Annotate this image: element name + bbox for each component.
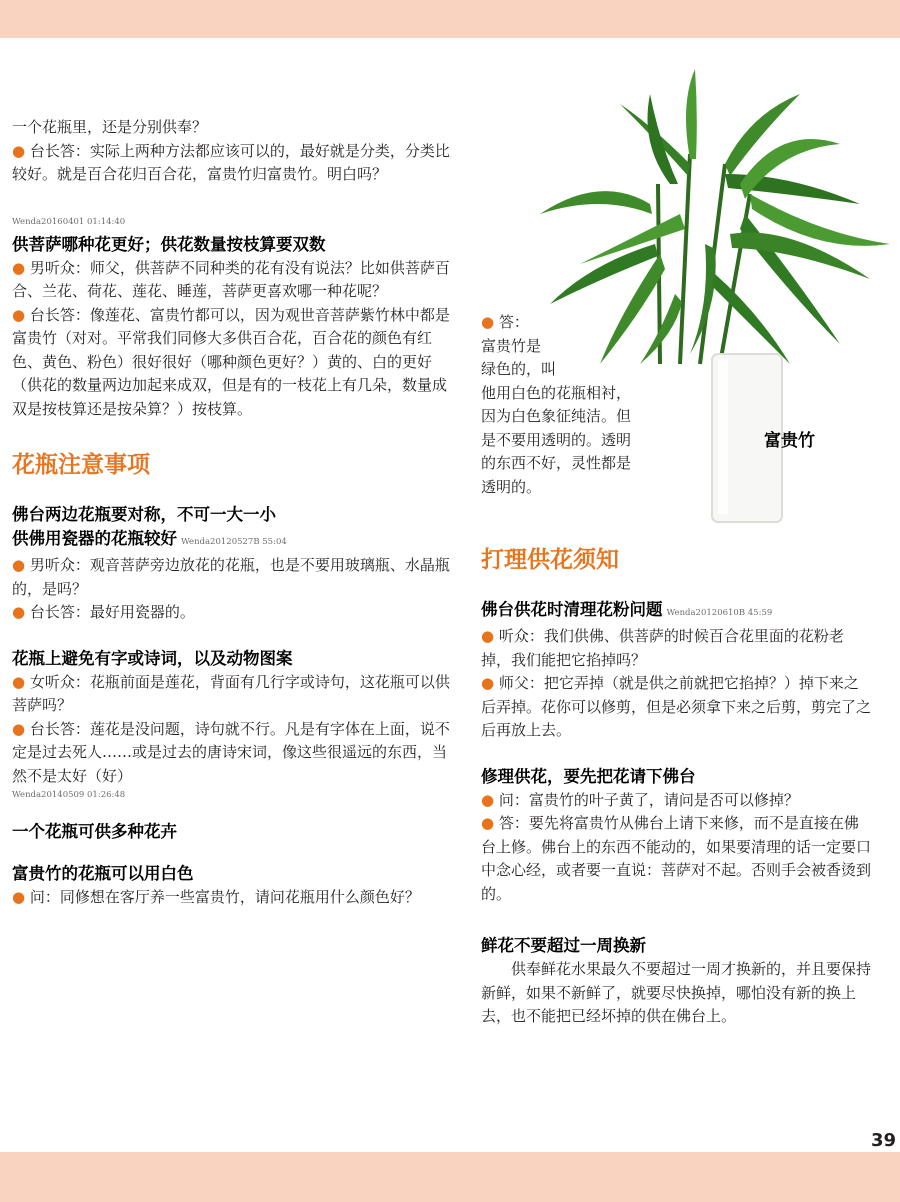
page-number: 39 bbox=[870, 1130, 896, 1151]
bullet-icon: ● bbox=[12, 672, 26, 691]
paragraph: ● 台长答：最好用瓷器的。 bbox=[12, 603, 195, 621]
paragraph: ● 男听众：师父，供菩萨不同种类的花有没有说法？比如供菩萨百合、兰花、荷花、莲花、睡莲，菩萨更喜欢哪一种花呢？ bbox=[12, 258, 450, 300]
answer-line: 的东西不好，灵性都是 bbox=[481, 454, 632, 472]
bullet-icon: ● bbox=[481, 313, 495, 331]
paragraph: ● 师父：把它弄掉（就是供之前就把它掐掉？）掉下来之后弄掉。花你可以修剪，但是必须拿下来之后剪，剪完了之后再放上去。 bbox=[481, 674, 872, 739]
question-title: 佛台供花时清理花粉问题 Wenda20120610B 45:59 bbox=[481, 600, 773, 619]
answer-line: 富贵竹是 bbox=[481, 336, 542, 355]
paragraph: 供奉鲜花水果最久不要超过一周才换新的，并且要保持新鲜，如果不新鲜了，就要尽快换掉，哪怕没有新的换上去，也不能把已经坏掉的供在佛台上。 bbox=[481, 960, 872, 1025]
bullet-icon: ● bbox=[481, 790, 495, 809]
question-title: 供菩萨哪种花更好；供花数量按枝算要双数 bbox=[12, 234, 326, 254]
answer-line: 是不要用透明的。透明 bbox=[481, 430, 632, 449]
paragraph: ● 女听众：花瓶前面是莲花，背面有几行字或诗句，这花瓶可以供菩萨吗？ bbox=[12, 672, 450, 714]
intro-question-end: 一个花瓶里，还是分别供奉？ bbox=[12, 118, 208, 136]
question-title: 修理供花，要先把花请下佛台 bbox=[481, 766, 696, 786]
timestamp: Wenda20160401 01:14:40 bbox=[12, 216, 126, 227]
timestamp: Wenda20120527B 55:04 bbox=[181, 537, 287, 547]
section-title: 花瓶注意事项 bbox=[12, 452, 150, 478]
right-column bbox=[481, 544, 871, 1029]
answer-head: ● 答： bbox=[481, 313, 529, 331]
paragraph: ● 台长答：像莲花、富贵竹都可以，因为观世音菩萨紫竹林中都是富贵竹（对对。平常我们同修大多供百合花，百合花的颜色有红色、黄色、粉色）很好很好（哪种颜色更好？）黄的、白的更好（供花的数量两边加起来成双，但是有的一枝花上有几朵，数量成双是按枝算还是按朵算？）按枝算。 bbox=[12, 305, 450, 418]
answer-line: 因为白色象征纯洁。但 bbox=[481, 407, 632, 425]
bullet-icon: ● bbox=[12, 556, 26, 574]
bullet-icon: ● bbox=[481, 627, 495, 645]
bullet-icon: ● bbox=[12, 888, 26, 906]
section-title: 打理供花须知 bbox=[481, 547, 619, 573]
top-band bbox=[0, 0, 900, 38]
bullet-icon: ● bbox=[12, 603, 26, 621]
answer-line: 绿色的，叫 bbox=[481, 360, 557, 378]
bullet-icon: ● bbox=[12, 305, 26, 324]
bullet-icon: ● bbox=[12, 141, 26, 160]
answer-line: 透明的。 bbox=[481, 477, 542, 496]
left-column bbox=[12, 116, 452, 910]
bullet-icon: ● bbox=[12, 719, 26, 738]
question-title: 富贵竹的花瓶可以用白色 bbox=[12, 864, 194, 883]
plant-caption: 富贵竹 bbox=[764, 431, 815, 451]
question-title: 鲜花不要超过一周换新 bbox=[481, 936, 646, 955]
paragraph: ● 听众：我们供佛、供菩萨的时候百合花里面的花粉老掉，我们能把它掐掉吗？ bbox=[481, 627, 844, 669]
bullet-icon: ● bbox=[481, 814, 495, 832]
bottom-band bbox=[0, 1152, 900, 1202]
paragraph: ● 答：要先将富贵竹从佛台上请下来修，而不是直接在佛台上修。佛台上的东西不能动的，如果要清理的话一定要口中念心经，或者要一直说：菩萨对不起。否则手会被香烫到的。 bbox=[481, 814, 872, 903]
paragraph: ● 台长答：莲花是没问题，诗句就不行。凡是有字体在上面，说不定是过去死人……或是过去的唐诗宋词，像这些很遥远的东西，当然不是太好（好） bbox=[12, 719, 450, 785]
bullet-icon: ● bbox=[481, 674, 495, 692]
timestamp: Wenda20120610B 45:59 bbox=[666, 608, 773, 618]
paragraph: ● 问：同修想在客厅养一些富贵竹，请问花瓶用什么颜色好？ bbox=[12, 888, 420, 906]
question-title: 一个花瓶可供多种花卉 bbox=[12, 822, 177, 841]
paragraph: ● 男听众：观音菩萨旁边放花的花瓶，也是不要用玻璃瓶、水晶瓶的，是吗？ bbox=[12, 556, 450, 598]
question-title: 供佛用瓷器的花瓶较好 Wenda20120527B 55:04 bbox=[12, 529, 287, 548]
answer-box bbox=[481, 311, 681, 499]
bullet-icon: ● bbox=[12, 258, 26, 277]
answer-line: 他用白色的花瓶相衬， bbox=[481, 383, 632, 402]
paragraph: ● 问：富贵竹的叶子黄了，请问是否可以修掉？ bbox=[481, 790, 799, 809]
question-title: 佛台两边花瓶要对称，不可一大一小 bbox=[12, 505, 276, 524]
intro-answer: ● 台长答：实际上两种方法都应该可以的，最好就是分类，分类比较好。就是百合花归百合花，富贵竹归富贵竹。明白吗？ bbox=[12, 141, 450, 183]
timestamp: Wenda20140509 01:26:48 bbox=[12, 790, 126, 800]
question-title: 花瓶上避免有字或诗词，以及动物图案 bbox=[12, 648, 293, 668]
